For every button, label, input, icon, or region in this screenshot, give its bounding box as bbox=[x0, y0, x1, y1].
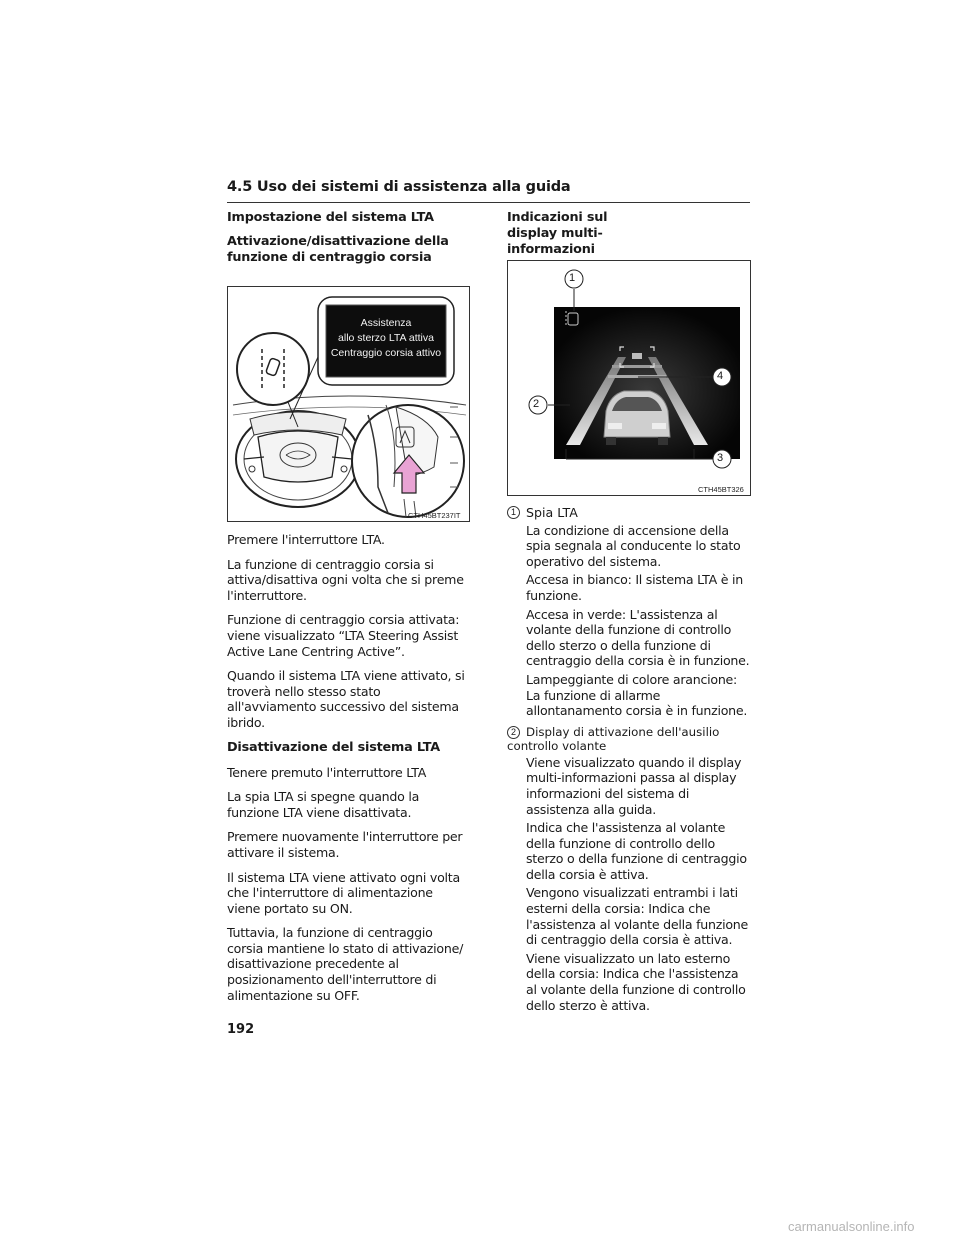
paragraph: Accesa in bianco: Il sistema LTA è in funzione. bbox=[526, 572, 743, 603]
page-number: 192 bbox=[227, 1022, 255, 1037]
heading-disable-lta: Disattivazione del sistema LTA bbox=[227, 739, 440, 755]
section-header bbox=[227, 179, 750, 203]
figure-code: CTH45BT237IT bbox=[408, 511, 461, 520]
paragraph: Lampeggiante di colore arancione: La funzione di allarme allontanamento corsia è in funzione. bbox=[526, 671, 748, 719]
item-2-details bbox=[507, 755, 752, 1014]
item-1-details bbox=[507, 523, 752, 719]
number-badge: 2 bbox=[507, 726, 520, 739]
paragraph: Indica che l'assistenza al volante della funzione di controllo dello sterzo o della funzione di centraggio della corsia è attiva. bbox=[526, 820, 747, 882]
paragraph: La funzione di centraggio corsia si attiva/disattiva ogni volta che si preme l'interruttore. bbox=[227, 556, 464, 603]
paragraph: Tuttavia, la funzione di centraggio corsia mantiene lo stato di attivazione/ disattivazione precedente al posizionamento dell'interruttore di alimentazione su OFF. bbox=[227, 925, 464, 1003]
callout-line-1: Assistenza bbox=[360, 317, 412, 329]
paragraph: Quando il sistema LTA viene attivato, si troverà nello stesso stato all'avviamento successivo del sistema ibrido. bbox=[227, 668, 465, 730]
number-badge: 1 bbox=[507, 506, 520, 519]
item-1-title: Spia LTA bbox=[526, 505, 578, 520]
callout-line-2: allo sterzo LTA attiva bbox=[338, 332, 434, 344]
paragraph: Premere nuovamente l'interruttore per attivare il sistema. bbox=[227, 829, 463, 860]
paragraph: Premere l'interruttore LTA. bbox=[227, 532, 385, 547]
item-2-header bbox=[507, 725, 752, 753]
figure-code: CTH45BT326 bbox=[698, 485, 744, 494]
paragraph: Viene visualizzato un lato esterno della corsia: Indica che l'assistenza al volante della funzione di controllo dello sterzo è attiva. bbox=[526, 950, 746, 1013]
display-illustration bbox=[508, 261, 751, 496]
left-column-body bbox=[227, 532, 467, 1012]
heading-lta-setting: Impostazione del sistema LTA bbox=[227, 210, 434, 225]
figure-multi-info-display bbox=[507, 260, 751, 496]
paragraph: Il sistema LTA viene attivato ogni volta che l'interruttore di alimentazione viene portato su ON. bbox=[227, 869, 460, 916]
paragraph: Accesa in verde: L'assistenza al volante della funzione di controllo dello sterzo o della funzione di centraggio della corsia è in funzione. bbox=[526, 606, 750, 669]
item-1-header bbox=[507, 505, 752, 521]
callout-display-text bbox=[326, 316, 446, 361]
right-column-top bbox=[507, 210, 752, 266]
callout-number: 3 bbox=[717, 452, 724, 464]
watermark: carmanualsonline.info bbox=[788, 1219, 915, 1234]
paragraph: Funzione di centraggio corsia attivata: viene visualizzato “LTA Steering Assist Active Lane Centring Active”. bbox=[227, 612, 460, 659]
heading-display-indications: Indicazioni sul display multi-informazioni bbox=[507, 210, 608, 257]
paragraph: Tenere premuto l'interruttore LTA bbox=[227, 764, 427, 780]
paragraph: Viene visualizzato quando il display multi-informazioni passa al display informazioni del sistema di assistenza alla guida. bbox=[526, 754, 742, 817]
right-column-body bbox=[507, 505, 752, 1016]
callout-line-3: Centraggio corsia attivo bbox=[330, 347, 442, 359]
section-title: 4.5 Uso dei sistemi di assistenza alla guida bbox=[227, 179, 571, 195]
paragraph: La condizione di accensione della spia segnala al conducente lo stato operativo del sistema. bbox=[526, 522, 741, 569]
paragraph: Vengono visualizzati entrambi i lati esterni della corsia: Indica che l'assistenza al volante della funzione di centraggio della corsia è attiva. bbox=[526, 885, 749, 948]
callout-number: 4 bbox=[717, 370, 724, 382]
callout-number: 2 bbox=[533, 398, 540, 410]
callout-number: 1 bbox=[569, 272, 576, 284]
item-2-title: Display di attivazione dell'ausilio controllo volante bbox=[507, 724, 720, 753]
figure-steering-switch bbox=[227, 286, 470, 522]
heading-lane-centering-toggle: Attivazione/disattivazione della funzione di centraggio corsia bbox=[227, 234, 449, 265]
paragraph: La spia LTA si spegne quando la funzione LTA viene disattivata. bbox=[227, 789, 420, 820]
left-column-top bbox=[227, 210, 467, 274]
